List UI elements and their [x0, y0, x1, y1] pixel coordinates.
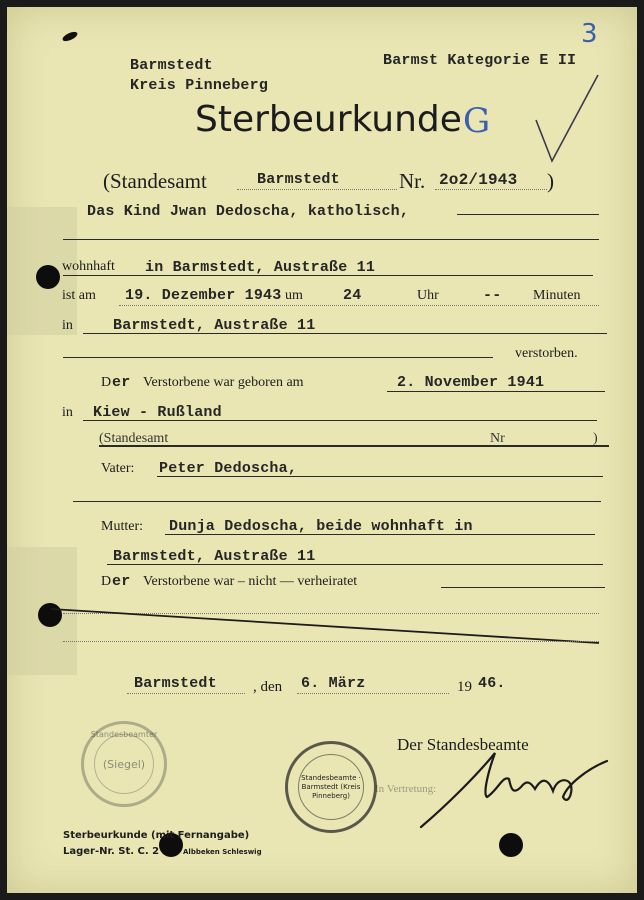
void-line — [47, 605, 607, 649]
signature — [417, 735, 617, 835]
registry-office-line — [237, 189, 397, 190]
punch-hole — [36, 265, 60, 289]
page-title: Sterbeurkunde — [195, 99, 462, 140]
footer-line-2: Lager-Nr. St. C. 2 — [63, 846, 160, 857]
form-line — [83, 333, 607, 334]
seal-small-ring: Standesbeamter — [90, 730, 158, 739]
form-line — [63, 275, 593, 276]
seal-small-text: (Siegel) — [102, 757, 146, 771]
registry-prefix: (Standesamt — [103, 169, 207, 193]
deceased-name: Das Kind Jwan Dedoscha, katholisch, — [87, 203, 410, 220]
death-certificate — [7, 7, 637, 893]
form-line — [119, 305, 599, 306]
death-date-label: ist am — [62, 288, 96, 303]
residence-label: wohnhaft — [62, 259, 115, 274]
father-name: Peter Dedoscha, — [159, 460, 298, 477]
form-line — [107, 564, 603, 565]
registry-suffix: ) — [547, 169, 554, 193]
form-line — [73, 501, 601, 502]
punch-hole — [499, 833, 523, 857]
birth-label: Verstorbene war geboren am — [143, 375, 304, 390]
form-line — [387, 391, 605, 392]
strike-line — [99, 445, 609, 447]
form-line — [297, 693, 449, 694]
place-line-1: Barmstedt — [130, 57, 213, 74]
seal-small — [81, 721, 167, 807]
issue-year-prefix: 19 — [457, 679, 472, 695]
birth-place: Kiew - Rußland — [93, 404, 222, 421]
birth-place-label: in — [62, 405, 73, 420]
issue-den: , den — [253, 679, 283, 695]
death-place: Barmstedt, Austraße 11 — [113, 317, 316, 334]
death-hour: 24 — [343, 287, 362, 304]
issue-place: Barmstedt — [134, 675, 217, 692]
form-line — [165, 534, 595, 535]
title-mark: G — [463, 101, 491, 141]
registry-office: Barmstedt — [257, 171, 340, 188]
marital-article: er — [112, 573, 131, 590]
form-line — [63, 239, 599, 240]
footer-printer: Albbeken Schleswig — [183, 848, 262, 856]
death-minutes: -- — [483, 287, 502, 304]
residence-value: in Barmstedt, Austraße 11 — [145, 259, 376, 276]
birth-registry-close: ) — [593, 431, 598, 446]
death-place-label: in — [62, 318, 73, 333]
birth-registry-label: (Standesamt — [99, 431, 169, 446]
birth-date: 2. November 1941 — [397, 374, 545, 391]
form-line — [457, 214, 599, 215]
registry-nr-label: Nr. — [399, 169, 426, 193]
ink-blot — [61, 30, 78, 43]
form-line — [441, 587, 605, 588]
father-label: Vater: — [101, 461, 135, 476]
death-hour-label: Uhr — [417, 288, 439, 303]
official-deputy: In Vertretung: — [375, 783, 437, 795]
mother-name-line1: Dunja Dedoscha, beide wohnhaft in — [169, 518, 473, 535]
check-mark — [532, 65, 602, 165]
registry-number: 2o2/1943 — [439, 171, 518, 189]
deceased-label: verstorben. — [515, 346, 578, 361]
footer-line-1: Sterbeurkunde (mit Fernangabe) — [63, 830, 250, 841]
death-date: 19. Dezember 1943 — [125, 287, 282, 304]
seal-round-text: Standesbeamte · Barmstedt (Kreis Pinneberg) — [301, 773, 361, 800]
form-line — [63, 357, 493, 358]
official-title: Der Standesbeamte — [397, 735, 529, 754]
birth-registry-nr-label: Nr — [490, 431, 505, 446]
category-label: Barmst Kategorie E II — [383, 52, 577, 69]
marital-label: Verstorbene war – nicht — verheiratet — [143, 574, 358, 589]
mother-name-line2: Barmstedt, Austraße 11 — [113, 548, 316, 565]
seal-round — [285, 741, 377, 833]
place-line-2: Kreis Pinneberg — [130, 77, 269, 94]
marital-prefix: D — [101, 574, 112, 589]
mother-label: Mutter: — [101, 519, 143, 534]
death-minutes-label: Minuten — [533, 288, 581, 303]
issue-year-suffix: 46. — [478, 675, 506, 692]
form-line — [127, 693, 245, 694]
form-line — [157, 476, 603, 477]
death-time-label: um — [285, 288, 303, 303]
birth-article: er — [112, 374, 131, 391]
registry-nr-line — [435, 189, 547, 190]
birth-prefix: D — [101, 375, 112, 390]
form-line — [63, 641, 599, 642]
form-line — [83, 420, 597, 421]
issue-date: 6. März — [301, 675, 366, 692]
category-mark: 3 — [581, 19, 598, 49]
